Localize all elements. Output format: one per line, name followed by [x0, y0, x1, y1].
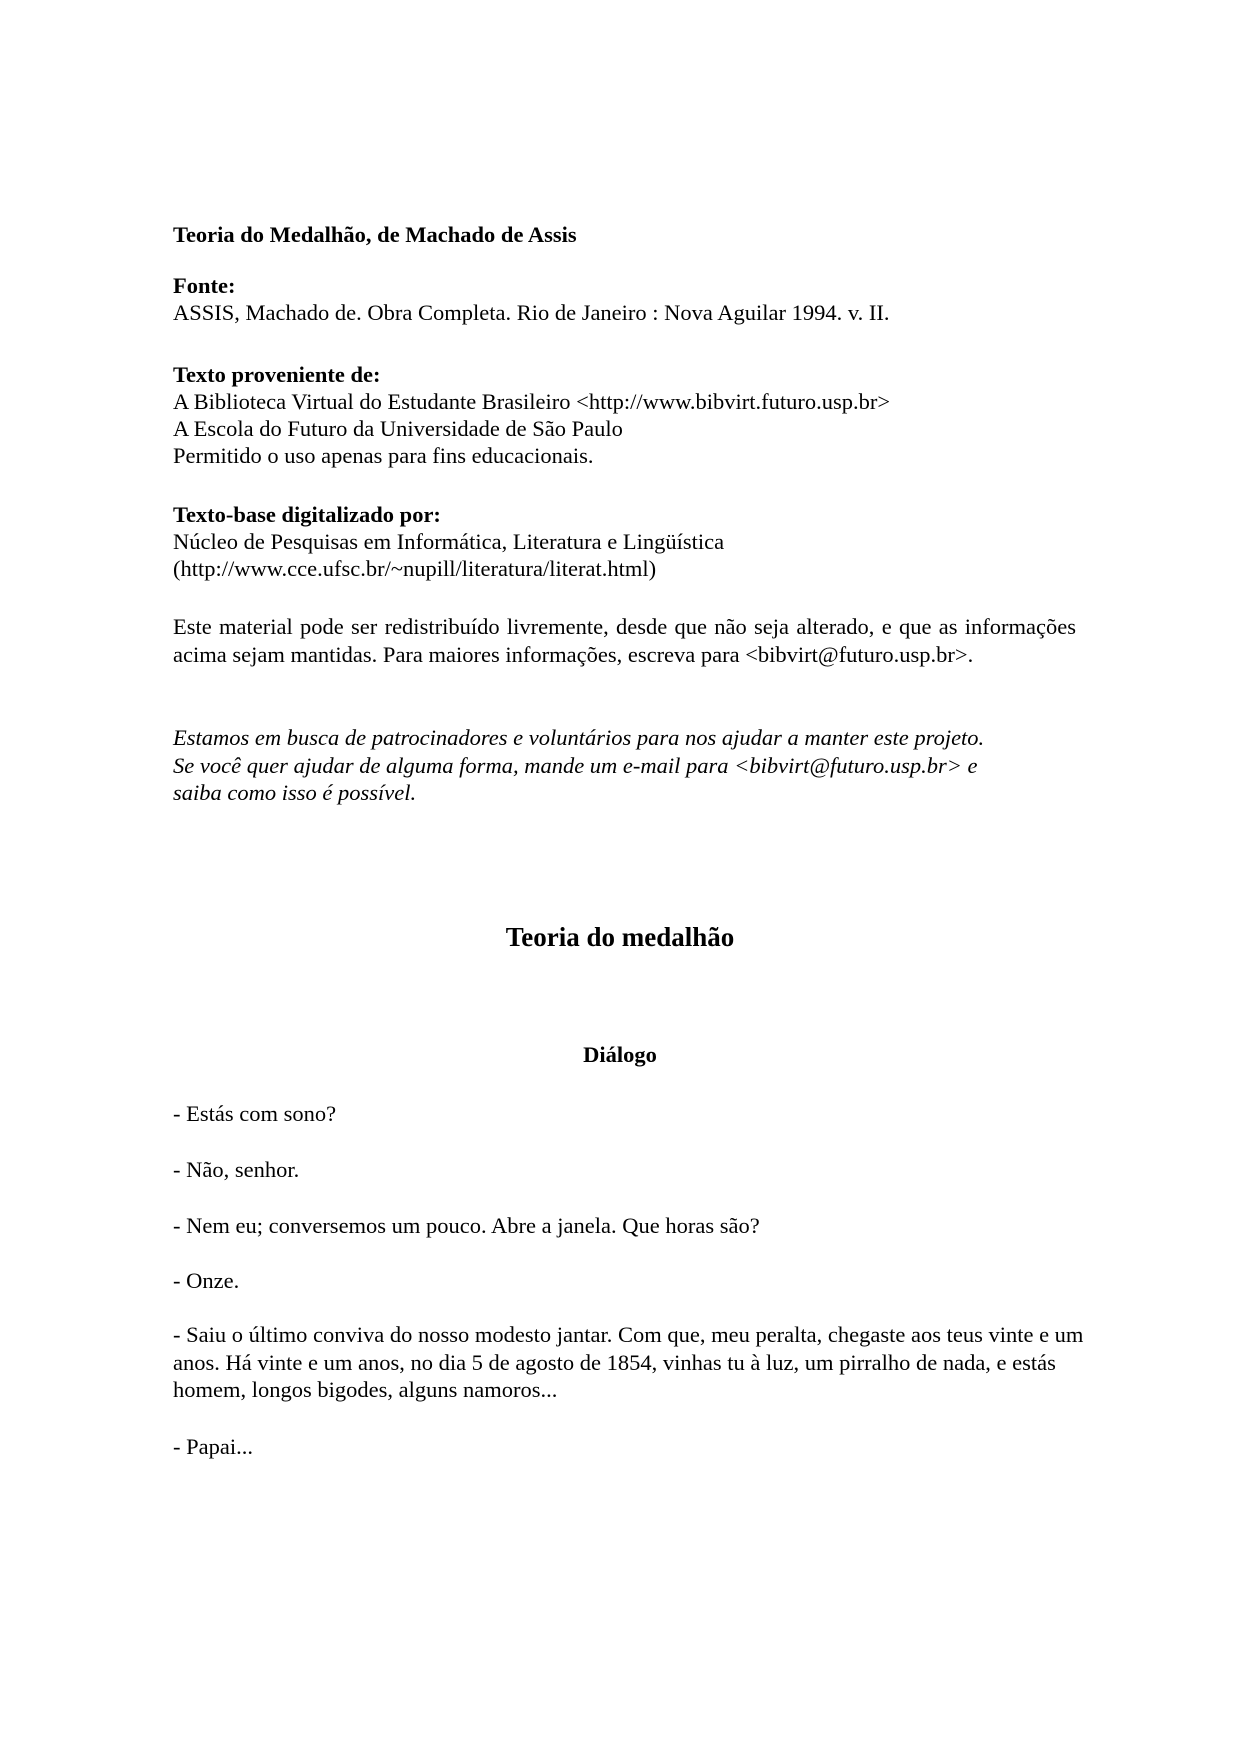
fonte-citation: ASSIS, Machado de. Obra Completa. Rio de Janeiro : Nova Aguilar 1994. v. II. — [173, 300, 890, 325]
sponsor-notice — [173, 724, 1093, 807]
redistribution-notice: Este material pode ser redistribuído livremente, desde que não seja alterado, e que as informações acima sejam mantidas. Para maiores informações, escreva para <bibvirt@futuro.usp.br>. — [173, 614, 1076, 667]
fonte-heading: Fonte: — [173, 273, 236, 298]
sponsor-line: Estamos em busca de patrocinadores e voluntários para nos ajudar a manter este projeto. — [173, 725, 985, 750]
sponsor-line: Se você quer ajudar de alguma forma, mande um e-mail para <bibvirt@futuro.usp.br> e — [173, 752, 978, 778]
document-title: Teoria do Medalhão, de Machado de Assis — [173, 222, 577, 247]
dialogue-line: - Não, senhor. — [173, 1157, 300, 1182]
proveniente-line: Permitido o uso apenas para fins educacionais. — [173, 443, 594, 468]
dialogue-line: - Estás com sono? — [173, 1101, 337, 1126]
dialogue-line: - Onze. — [173, 1268, 240, 1293]
work-subtitle: Diálogo — [583, 1042, 657, 1067]
dialogue-line: - Nem eu; conversemos um pouco. Abre a janela. Que horas são? — [173, 1213, 760, 1238]
proveniente-line: A Biblioteca Virtual do Estudante Brasileiro <http://www.bibvirt.futuro.usp.br> — [173, 389, 891, 414]
digitalizado-line: Núcleo de Pesquisas em Informática, Literatura e Lingüística — [173, 529, 725, 554]
work-title: Teoria do medalhão — [505, 922, 735, 952]
sponsor-line: saiba como isso é possível. — [173, 780, 417, 805]
dialogue-line: - Papai... — [173, 1434, 253, 1459]
dialogue-paragraph: - Saiu o último conviva do nosso modesto jantar. Com que, meu peralta, chegaste aos teus vinte e um anos. Há vinte e um anos, no dia 5 de agosto de 1854, vinhas tu à luz, um pirralho de nada, e estás homem, longos bigodes, alguns namoros... — [173, 1322, 1084, 1402]
digitalizado-line: (http://www.cce.ufsc.br/~nupill/literatura/literat.html) — [173, 556, 657, 581]
proveniente-line: A Escola do Futuro da Universidade de São Paulo — [173, 416, 623, 441]
digitalizado-heading: Texto-base digitalizado por: — [173, 502, 441, 527]
proveniente-heading: Texto proveniente de: — [173, 362, 381, 387]
